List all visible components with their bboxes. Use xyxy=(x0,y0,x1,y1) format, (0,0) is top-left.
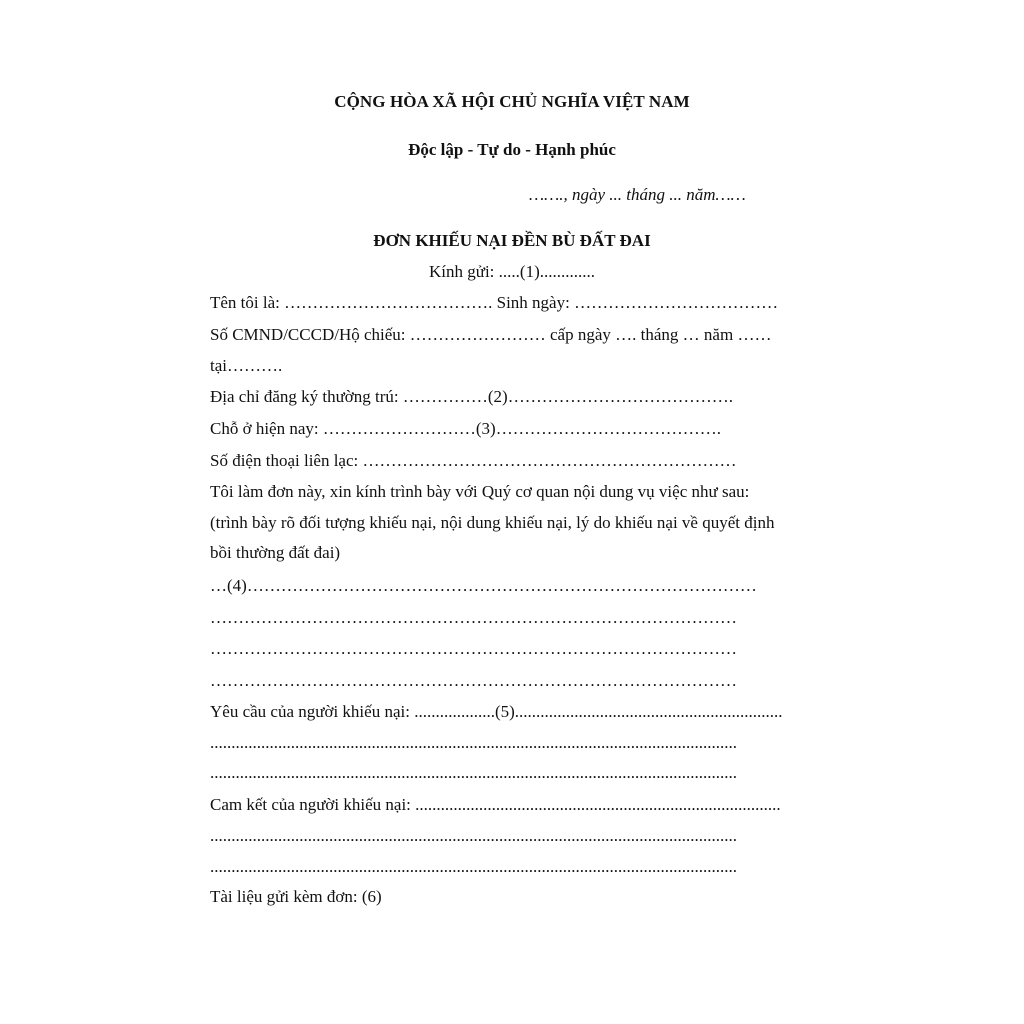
commitment-blank-1: ............................................................................................................................ xyxy=(210,826,737,845)
attachments-line: Tài liệu gửi kèm đơn: (6) xyxy=(210,887,382,906)
content-line-2: ………………………………………………………………………………… xyxy=(210,608,737,627)
permanent-address-line: Địa chỉ đăng ký thường trú: ……………(2)…………………………………. xyxy=(210,387,733,406)
instruction-line-2: bồi thường đất đai) xyxy=(210,543,341,562)
phone-line: Số điện thoại liên lạc: ………………………………………………………… xyxy=(210,451,737,470)
request-blank-1: ............................................................................................................................ xyxy=(210,733,737,752)
content-line-3: ………………………………………………………………………………… xyxy=(210,639,737,658)
form-title: ĐƠN KHIẾU NẠI ĐỀN BÙ ĐẤT ĐAI xyxy=(373,231,651,250)
request-blank-2: ............................................................................................................................ xyxy=(210,763,737,782)
instruction-line-1: (trình bày rõ đối tượng khiếu nại, nội dung khiếu nại, lý do khiếu nại về quyết định xyxy=(210,513,775,532)
id-line: Số CMND/CCCD/Hộ chiếu: …………………… cấp ngày …. tháng … năm …… xyxy=(210,325,772,344)
id-place-line: tại………. xyxy=(210,356,283,375)
recipient-line: Kính gửi: .....(1)............. xyxy=(429,262,595,281)
motto: Độc lập - Tự do - Hạnh phúc xyxy=(408,140,616,159)
intro-line: Tôi làm đơn này, xin kính trình bày với Quý cơ quan nội dung vụ việc như sau: xyxy=(210,482,750,501)
nation-header: CỘNG HÒA XÃ HỘI CHỦ NGHĨA VIỆT NAM xyxy=(334,92,690,111)
current-address-line: Chỗ ở hiện nay: ………………………(3)…………………………………. xyxy=(210,419,721,438)
name-line: Tên tôi là: ………………………………. Sinh ngày: ……………………………… xyxy=(210,293,779,312)
request-line: Yêu cầu của người khiếu nại: ...................(5)............................................................... xyxy=(210,702,783,721)
commitment-blank-2: ............................................................................................................................ xyxy=(210,857,737,876)
content-line-1: …(4)……………………………………………………………………………… xyxy=(210,576,757,595)
commitment-line: Cam kết của người khiếu nại: ...................................................................................... xyxy=(210,795,781,814)
dateline: ……., ngày ... tháng ... năm…… xyxy=(529,185,746,204)
content-line-4: ………………………………………………………………………………… xyxy=(210,671,737,690)
